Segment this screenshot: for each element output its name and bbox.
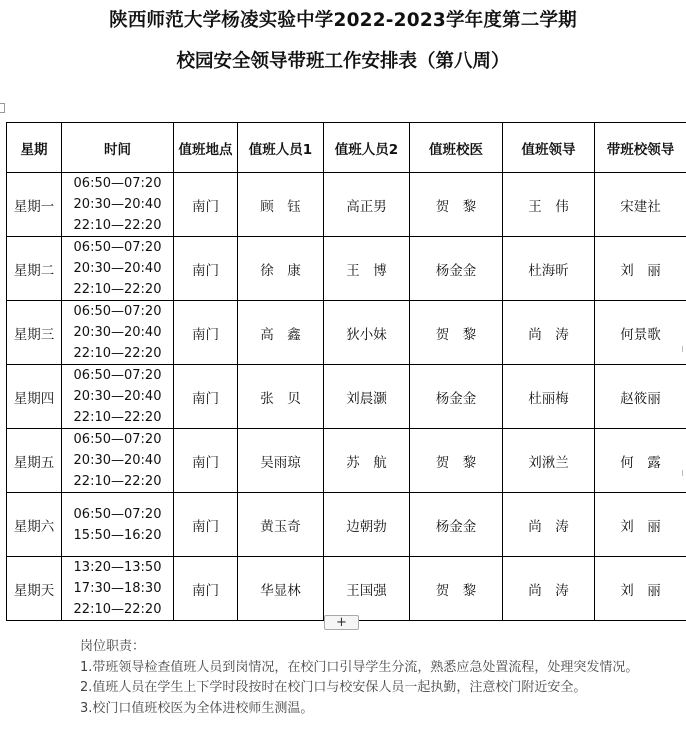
header-time: 时间	[62, 123, 174, 173]
cell-times	[62, 365, 174, 429]
cell-school-leader: 何 露	[595, 429, 686, 493]
cell-times	[62, 429, 174, 493]
cell-staff1: 华显林	[238, 557, 324, 621]
cell-day: 星期三	[7, 301, 62, 365]
duty-schedule-table	[6, 122, 686, 621]
time-slot: 06:50—07:20	[73, 506, 162, 522]
note-item: 3.校门口值班校医为全体进校师生测温。	[80, 700, 314, 716]
header-place: 值班地点	[174, 123, 238, 173]
cell-staff1: 徐 康	[238, 237, 324, 301]
header-staff1: 值班人员1	[238, 123, 324, 173]
cell-place: 南门	[174, 493, 238, 557]
cell-leader: 尚 涛	[503, 493, 595, 557]
header-leader: 值班领导	[503, 123, 595, 173]
cell-staff2: 高正男	[324, 173, 410, 237]
cell-staff2: 王国强	[324, 557, 410, 621]
table-row	[7, 493, 686, 557]
cell-school-leader: 何景歌	[595, 301, 686, 365]
cell-staff2: 边朝勃	[324, 493, 410, 557]
cell-times	[62, 173, 174, 237]
cell-staff1: 顾 钰	[238, 173, 324, 237]
time-slot: 06:50—07:20	[73, 176, 162, 191]
cell-school-leader: 宋建社	[595, 173, 686, 237]
add-row-button[interactable]: +	[324, 615, 359, 630]
cell-doctor: 杨金金	[410, 237, 503, 301]
cell-day: 星期六	[7, 493, 62, 557]
cell-staff1: 张 贝	[238, 365, 324, 429]
title-line-1: 陕西师范大学杨凌实验中学2022-2023学年度第二学期	[109, 10, 577, 31]
cell-day: 星期五	[7, 429, 62, 493]
cell-place: 南门	[174, 301, 238, 365]
cell-times	[62, 237, 174, 301]
time-slot: 22:10—22:20	[73, 346, 162, 361]
time-slot: 20:30—20:40	[73, 389, 162, 404]
cell-doctor: 贺 黎	[410, 301, 503, 365]
time-slot: 13:20—13:50	[73, 560, 162, 575]
cell-times	[62, 557, 174, 621]
cell-place: 南门	[174, 429, 238, 493]
cell-leader: 王 伟	[503, 173, 595, 237]
time-slot: 20:30—20:40	[73, 453, 162, 468]
table-header-row	[7, 123, 686, 173]
table-row	[7, 237, 686, 301]
cell-doctor: 贺 黎	[410, 173, 503, 237]
title-line-2: 校园安全领导带班工作安排表（第八周）	[176, 51, 510, 72]
table-row	[7, 173, 686, 237]
cell-times	[62, 493, 174, 557]
cell-leader: 杜丽梅	[503, 365, 595, 429]
cell-school-leader: 刘 丽	[595, 237, 686, 301]
cell-staff1: 吴雨琼	[238, 429, 324, 493]
table-row	[7, 365, 686, 429]
table-move-handle[interactable]	[0, 103, 5, 113]
time-slot: 06:50—07:20	[73, 432, 162, 447]
header-staff2: 值班人员2	[324, 123, 410, 173]
cell-staff1: 高 鑫	[238, 301, 324, 365]
time-slot: 20:30—20:40	[73, 261, 162, 276]
cell-staff2: 狄小妹	[324, 301, 410, 365]
table-row	[7, 557, 686, 621]
cell-day: 星期四	[7, 365, 62, 429]
header-doctor: 值班校医	[410, 123, 503, 173]
cell-place: 南门	[174, 557, 238, 621]
cell-leader: 尚 涛	[503, 557, 595, 621]
cell-times	[62, 301, 174, 365]
time-slot: 22:10—22:20	[73, 218, 162, 233]
cell-doctor: 杨金金	[410, 493, 503, 557]
duty-notes	[80, 637, 660, 719]
cell-day: 星期一	[7, 173, 62, 237]
cell-staff2: 刘晨灏	[324, 365, 410, 429]
cell-leader: 尚 涛	[503, 301, 595, 365]
time-slot: 22:10—22:20	[73, 410, 162, 425]
note-item: 2.值班人员在学生上下学时段按时在校门口与校安保人员一起执勤，注意校门附近安全。	[80, 680, 587, 695]
cell-doctor: 贺 黎	[410, 429, 503, 493]
time-slot: 06:50—07:20	[73, 304, 162, 319]
time-slot: 22:10—22:20	[73, 602, 162, 617]
time-slot: 15:50—16:20	[73, 527, 162, 543]
cell-day: 星期二	[7, 237, 62, 301]
cell-school-leader: 刘 丽	[595, 493, 686, 557]
time-slot: 22:10—22:20	[73, 474, 162, 489]
cell-school-leader: 刘 丽	[595, 557, 686, 621]
cell-place: 南门	[174, 237, 238, 301]
cell-place: 南门	[174, 365, 238, 429]
cell-doctor: 杨金金	[410, 365, 503, 429]
cell-day: 星期天	[7, 557, 62, 621]
cell-staff1: 黄玉奇	[238, 493, 324, 557]
time-slot: 06:50—07:20	[73, 240, 162, 255]
time-slot: 06:50—07:20	[73, 368, 162, 383]
cell-place: 南门	[174, 173, 238, 237]
cell-doctor: 贺 黎	[410, 557, 503, 621]
note-item: 1.带班领导检查值班人员到岗情况，在校门口引导学生分流，熟悉应急处置流程，处理突发情况。	[80, 659, 639, 675]
header-day: 星期	[7, 123, 62, 173]
cell-staff2: 王 博	[324, 237, 410, 301]
table-row	[7, 429, 686, 493]
header-school-leader: 带班校领导	[595, 123, 686, 173]
table-row	[7, 301, 686, 365]
time-slot: 20:30—20:40	[73, 197, 162, 212]
time-slot: 22:10—22:20	[73, 282, 162, 297]
time-slot: 17:30—18:30	[73, 581, 162, 596]
cell-leader: 刘湫兰	[503, 429, 595, 493]
cell-leader: 杜海昕	[503, 237, 595, 301]
cell-school-leader: 赵筱丽	[595, 365, 686, 429]
notes-heading: 岗位职责：	[80, 639, 146, 654]
cell-staff2: 苏 航	[324, 429, 410, 493]
time-slot: 20:30—20:40	[73, 325, 162, 340]
